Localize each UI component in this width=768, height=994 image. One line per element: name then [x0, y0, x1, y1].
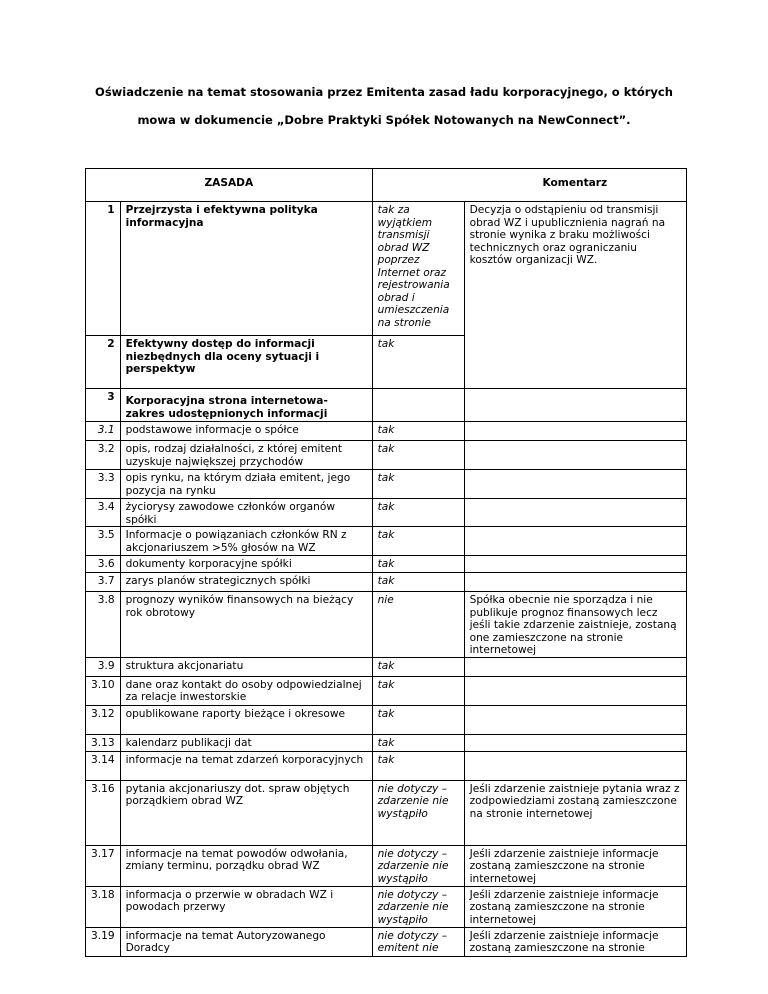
row-principle: Informacje o powiązaniach członków RN z akcjonariuszem >5% głosów na WZ — [120, 527, 372, 556]
row-comment — [464, 499, 686, 527]
row-principle: podstawowe informacje o spółce — [120, 422, 372, 441]
row-comment — [464, 657, 686, 676]
row-principle: struktura akcjonariatu — [120, 657, 372, 676]
table-row — [86, 202, 687, 336]
row-number: 3.5 — [86, 527, 121, 556]
row-principle: dokumenty korporacyjne spółki — [120, 556, 372, 573]
table-row — [86, 499, 687, 527]
row-principle: życiorysy zawodowe członków organów spółki — [120, 499, 372, 527]
row-value — [372, 389, 464, 422]
table-row — [86, 705, 687, 734]
row-principle: informacje na temat Autoryzowanego Doradcy — [120, 927, 372, 956]
title-line-1: Oświadczenie na temat stosowania przez Emitenta zasad ładu korporacyjnego, o których — [95, 85, 673, 99]
table-row — [86, 734, 687, 751]
row-value: tak — [372, 676, 464, 705]
row-number: 3.10 — [86, 676, 121, 705]
table-row — [86, 556, 687, 573]
row-comment — [464, 556, 686, 573]
row-value: nie dotyczy – zdarzenie nie wystąpiło — [372, 886, 464, 927]
row-value: tak — [372, 441, 464, 470]
row-value: tak — [372, 734, 464, 751]
row-value: tak — [372, 336, 464, 389]
row-principle: zarys planów strategicznych spółki — [120, 573, 372, 592]
row-principle: Efektywny dostęp do informacji niezbędnych dla oceny sytuacji i perspektyw — [120, 336, 372, 389]
table-row — [86, 422, 687, 441]
row-value: nie dotyczy – emitent nie — [372, 927, 464, 956]
table-row — [86, 780, 687, 845]
table-header-row — [86, 169, 687, 202]
row-principle: opis rynku, na którym działa emitent, jego pozycja na rynku — [120, 470, 372, 499]
row-comment — [464, 389, 686, 422]
row-value: tak — [372, 657, 464, 676]
row-number: 1 — [86, 202, 121, 336]
table-row — [86, 751, 687, 780]
row-number: 3.19 — [86, 927, 121, 956]
row-comment — [464, 470, 686, 499]
row-principle: pytania akcjonariuszy dot. spraw objętych porządkiem obrad WZ — [120, 780, 372, 845]
header-empty — [372, 169, 464, 202]
row-number: 3.2 — [86, 441, 121, 470]
row-principle: Przejrzysta i efektywna polityka informacyjna — [120, 202, 372, 336]
row-value: tak — [372, 573, 464, 592]
row-comment: Jeśli zdarzenie zaistnieje informacje zostaną zamieszczone na stronie internetowej — [464, 845, 686, 886]
row-principle: kalendarz publikacji dat — [120, 734, 372, 751]
row-value: nie dotyczy – zdarzenie nie wystąpiło — [372, 845, 464, 886]
row-comment — [464, 441, 686, 470]
row-comment — [464, 527, 686, 556]
row-comment: Jeśli zdarzenie zaistnieje pytania wraz z zodpowiedziami zostaną zamieszczone na stronie internetowej — [464, 780, 686, 845]
row-number: 3.12 — [86, 705, 121, 734]
title-line-2: mowa w dokumencie „Dobre Praktyki Spółek Notowanych na NewConnect”. — [137, 113, 631, 127]
row-value: nie — [372, 592, 464, 658]
row-number: 3.7 — [86, 573, 121, 592]
row-comment: Jeśli zdarzenie zaistnieje informacje zostaną zamieszczone na stronie — [464, 927, 686, 956]
row-comment: Decyzja o odstąpieniu od transmisji obrad WZ i upublicznienia nagrań na stronie wynika z braku możliwości technicznych oraz ograniczaniu kosztów organizacji WZ. — [464, 202, 686, 389]
row-number: 3.1 — [86, 422, 121, 441]
row-number: 2 — [86, 336, 121, 389]
row-value: tak — [372, 751, 464, 780]
table-row — [86, 527, 687, 556]
principles-table — [85, 168, 687, 957]
row-value: tak — [372, 499, 464, 527]
table-row — [86, 592, 687, 658]
row-value: tak za wyjątkiem transmisji obrad WZ poprzez Internet oraz rejestrowania obrad i umieszczenia na stronie — [372, 202, 464, 336]
row-comment — [464, 705, 686, 734]
row-principle: opublikowane raporty bieżące i okresowe — [120, 705, 372, 734]
row-comment — [464, 676, 686, 705]
row-value: tak — [372, 705, 464, 734]
row-value: nie dotyczy – zdarzenie nie wystąpiło — [372, 780, 464, 845]
row-principle: informacje na temat powodów odwołania, zmiany terminu, porządku obrad WZ — [120, 845, 372, 886]
header-comment: Komentarz — [464, 169, 686, 202]
row-number: 3.17 — [86, 845, 121, 886]
row-comment — [464, 422, 686, 441]
row-principle: opis, rodzaj działalności, z której emitent uzyskuje największej przychodów — [120, 441, 372, 470]
row-principle: informacje na temat zdarzeń korporacyjnych — [120, 751, 372, 780]
header-principle: ZASADA — [86, 169, 373, 202]
row-number: 3.16 — [86, 780, 121, 845]
table-row — [86, 441, 687, 470]
row-principle: Korporacyjna strona internetowa-zakres udostępnionych informacji — [120, 389, 372, 422]
table-row — [86, 470, 687, 499]
row-comment — [464, 734, 686, 751]
row-number: 3.8 — [86, 592, 121, 658]
row-comment: Spółka obecnie nie sporządza i nie publikuje prognoz finansowych lecz jeśli takie zdarzenie zaistnieje, zostaną one zamieszczone na stronie internetowej — [464, 592, 686, 658]
row-number: 3.3 — [86, 470, 121, 499]
row-number: 3 — [86, 389, 121, 422]
row-comment — [464, 751, 686, 780]
table-row — [86, 657, 687, 676]
document-title — [80, 78, 688, 134]
row-number: 3.9 — [86, 657, 121, 676]
row-comment — [464, 573, 686, 592]
row-number: 3.6 — [86, 556, 121, 573]
table-row — [86, 845, 687, 886]
table-row — [86, 389, 687, 422]
row-principle: informacja o przerwie w obradach WZ i powodach przerwy — [120, 886, 372, 927]
table-row — [86, 573, 687, 592]
row-value: tak — [372, 470, 464, 499]
row-comment: Jeśli zdarzenie zaistnieje informacje zostaną zamieszczone na stronie internetowej — [464, 886, 686, 927]
table-row — [86, 927, 687, 956]
row-number: 3.4 — [86, 499, 121, 527]
table-row — [86, 886, 687, 927]
row-value: tak — [372, 556, 464, 573]
table-row — [86, 676, 687, 705]
row-principle: prognozy wyników finansowych na bieżący rok obrotowy — [120, 592, 372, 658]
row-principle: dane oraz kontakt do osoby odpowiedzialnej za relacje inwestorskie — [120, 676, 372, 705]
row-value: tak — [372, 422, 464, 441]
row-number: 3.18 — [86, 886, 121, 927]
row-value: tak — [372, 527, 464, 556]
row-number: 3.14 — [86, 751, 121, 780]
row-number: 3.13 — [86, 734, 121, 751]
